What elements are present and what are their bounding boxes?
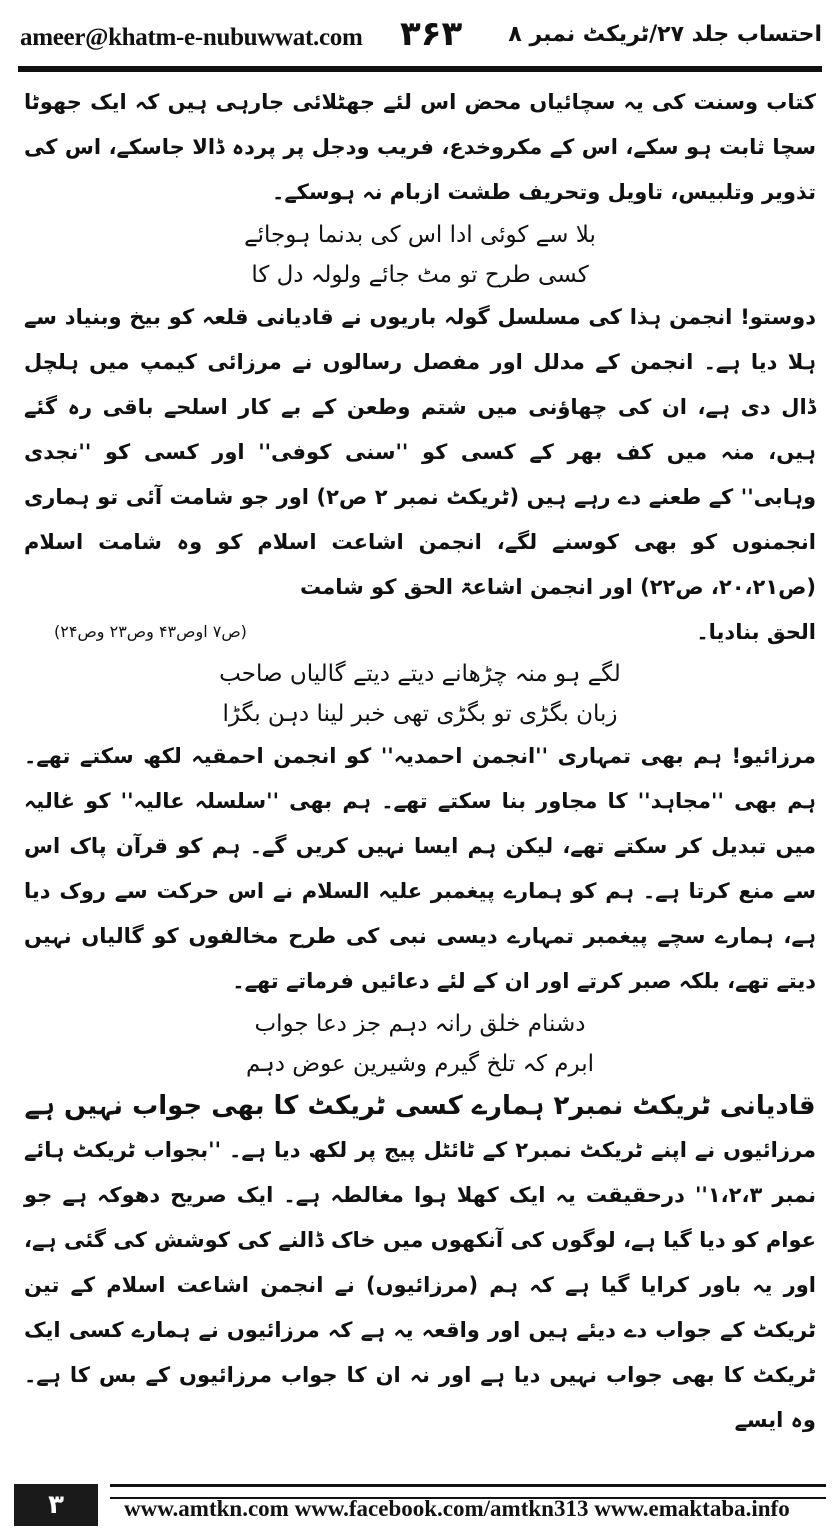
section-heading: قادیانی ٹریکٹ نمبر۲ ہمارے کسی ٹریکٹ کا بھی جواب نہیں ہے: [24, 1091, 816, 1121]
page-header: [14, 14, 826, 64]
footer-page-number: ۳: [14, 1484, 98, 1526]
paragraph-2-end: الحق بنادیا۔: [696, 620, 816, 644]
paragraph-4: مرزائیوں نے اپنے ٹریکٹ نمبر۲ کے ٹائٹل پیج پر لکھ دیا ہے۔ ''بجواب ٹریکٹ ہائے نمبر ۱،۲،۳'' درحقیقت یہ ایک کھلا ہوا مغالطہ ہے۔ ایک صریح دھوکہ ہے جو عوام کو دیا گیا ہے، لوگوں کی آنکھوں میں خاک ڈالنے کی کوشش کی گئی ہے، اور یہ باور کرایا گیا ہے کہ ہم (مرزائیوں) نے انجمن اشاعت اسلام کے تین ٹریکٹ کے جواب دے دیئے ہیں اور واقعہ یہ ہے کہ مرزائیوں نے ہمارے کسی ایک ٹریکٹ کا بھی جواب نہیں دیا ہے اور نہ ان کا جواب مرزائیوں کے بس کا ہے۔ وہ ایسے: [24, 1138, 817, 1432]
header-rule: [18, 66, 822, 72]
page-footer: [14, 1484, 826, 1526]
header-page-number: ۳۶۳: [400, 14, 463, 54]
paragraph-2: دوستو! انجمن ہذا کی مسلسل گولہ باریوں نے قادیانی قلعہ کو بیخ وبنیاد سے ہلا دیا ہے۔ انجمن کے مدلل اور مفصل رسالوں نے مرزائی کیمپ میں ہلچل ڈال دی ہے، ان کی چھاؤنی میں شتم وطعن کے بے کار اسلحے باقی رہ گئے ہیں، منہ میں کف بھر کے کسی کو ''سنی کوفی'' اور کسی کو ''نجدی وہابی'' کے طعنے دے رہے ہیں (ٹریکٹ نمبر ۲ ص۲) اور جو شامت آئی تو ہماری انجمنوں کو بھی کوسنے لگے، انجمن اشاعت اسلام کو وہ شامت اسلام (ص۲۰،۲۱، ص۲۲) اور انجمن اشاعۃ الحق کو شامت: [24, 305, 817, 599]
paragraph-1: کتاب وسنت کی یہ سچائیاں محض اس لئے جھٹلائی جارہی ہیں کہ ایک جھوٹا سچا ثابت ہو سکے، اس کے مکروخدع، فریب ودجل پر پردہ ڈالا جاسکے، اس کی تذویر وتلبیس، تاویل وتحریف طشت ازبام نہ ہوسکے۔: [24, 90, 816, 204]
verse-3-line-1: دشنام خلق رانہ دہم جز دعا جواب: [254, 1011, 586, 1037]
verse-2-line-1: لگے ہو منہ چڑھانے دیتے دیتے گالیاں صاحب: [219, 661, 621, 687]
page-body: [24, 80, 816, 1470]
verse-3-line-2: ابرم کہ تلخ گیرم وشیرین عوض دہم: [245, 1051, 595, 1077]
header-title: احتساب جلد ۲۷/ٹریکٹ نمبر ۸: [508, 22, 822, 47]
paragraph-2-reference: (ص۷ اوص۴۳ وص۲۳ وص۲۴): [54, 622, 247, 641]
verse-1-line-1: بلا سے کوئی ادا اس کی بدنما ہوجائے: [244, 222, 596, 248]
paragraph-3: مرزائیو! ہم بھی تمہاری ''انجمن احمدیہ'' کو انجمن احمقیہ لکھ سکتے تھے۔ ہم بھی ''مجاہد'' کا مجاور بنا سکتے تھے۔ ہم بھی ''سلسلہ عالیہ'' کو غالیہ میں تبدیل کر سکتے تھے، لیکن ہم ایسا نہیں کریں گے۔ ہم کو قرآن پاک اس سے منع کرتا ہے۔ ہم کو ہمارے پیغمبر علیہ السلام نے اس حرکت سے روک دیا ہے، ہمارے سچے پیغمبر تمہارے دیسی نبی کی طرح مخالفوں کو گالیاں نہیں دیتے تھے، بلکہ صبر کرتے اور ان کے لئے دعائیں فرماتے تھے۔: [24, 744, 816, 993]
verse-1-line-2: کسی طرح تو مٹ جائے ولولہ دل کا: [251, 262, 589, 288]
verse-2-line-2: زبان بگڑی تو بگڑی تھی خبر لینا دہن بگڑا: [222, 701, 618, 727]
footer-links: www.amtkn.com www.facebook.com/amtkn313 www.emaktaba.info: [124, 1496, 790, 1521]
paragraph-2-end-row: [24, 610, 816, 654]
verse-2: [24, 654, 816, 734]
verse-3: [24, 1004, 816, 1084]
header-email: ameer@khatm-e-nubuwwat.com: [20, 24, 363, 51]
verse-1: [24, 215, 816, 295]
